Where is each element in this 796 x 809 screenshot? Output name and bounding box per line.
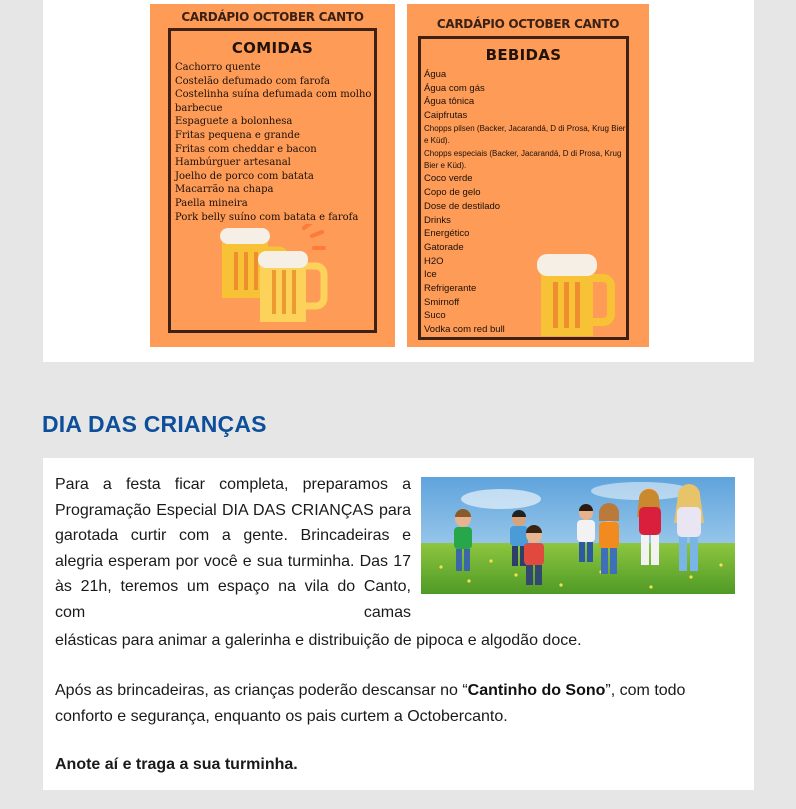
food-item: Pork belly suíno com batata e farofa [175, 211, 359, 223]
food-item: Cachorro quente [175, 62, 261, 73]
rest-corner-text-before: Após as brincadeiras, as crianças poderão descansar no “ [55, 682, 468, 699]
food-item: Costelão defumado com farofa [175, 75, 331, 87]
menu-card-container [43, 0, 754, 362]
drink-item: Copo de gelo [424, 187, 481, 199]
drink-item: Dose de destilado [424, 200, 501, 212]
drink-item: Suco [424, 310, 446, 322]
drink-item: Água tônica [424, 96, 475, 108]
drink-item: Água [424, 69, 447, 80]
rest-corner-name: Cantinho do Sono [467, 682, 606, 699]
drink-item: Smirnoff [424, 296, 460, 308]
drink-item: Vodka com red bull [424, 324, 505, 336]
food-menu-brand: CARDÁPIO OCTOBER CANTO [181, 10, 364, 24]
beer-mugs-icon [220, 224, 330, 329]
drink-item: Água com gás [424, 82, 485, 94]
section-title: DIA DAS CRIANÇAS [42, 411, 267, 437]
drinks-menu-heading: BEBIDAS [485, 46, 562, 64]
children-playing-photo [421, 477, 735, 594]
drink-item: Energético [424, 228, 470, 240]
food-menu-image [150, 4, 395, 347]
drink-item: Refrigerante [424, 283, 477, 295]
drink-item: Drinks [424, 214, 451, 226]
food-item: Costelinha suína defumada com molho barbecue [175, 89, 372, 114]
kids-day-card [43, 458, 754, 790]
drink-item: Ice [424, 269, 437, 281]
call-to-action: Anote aí e traga a sua turminha. [55, 756, 298, 773]
drink-item: Gatorade [424, 241, 464, 253]
food-list [175, 61, 374, 224]
intro-paragraph-continuation: elásticas para animar a galerinha e distribuição de pipoca e algodão doce. [55, 632, 582, 649]
food-item: Hambúrguer artesanal [175, 157, 291, 169]
food-item: Macarrão na chapa [175, 184, 274, 196]
food-item: Fritas com cheddar e bacon [175, 143, 317, 155]
drink-item: Coco verde [424, 173, 473, 185]
food-item: Fritas pequena e grande [175, 129, 300, 141]
drink-item: H2O [424, 255, 444, 267]
food-item: Espaguete a bolonhesa [175, 116, 293, 128]
rest-corner-paragraph [55, 678, 745, 729]
drink-item: Chopps especiais (Backer, Jacarandá, D di Prosa, Krug Bier e Küd). [424, 148, 622, 171]
rest-corner-text-after: ”, com todo conforto e segurança, enquanto os pais curtem a Octobercanto. [55, 682, 686, 725]
drink-item: Caipfrutas [424, 110, 468, 122]
food-item: Paella mineira [175, 197, 248, 209]
food-menu-heading: COMIDAS [231, 39, 314, 57]
drink-item: Chopps pilsen (Backer, Jacarandá, D di Prosa, Krug Bier e Küd). [424, 123, 626, 146]
drinks-menu-brand: CARDÁPIO OCTOBER CANTO [436, 17, 620, 31]
drinks-menu-image [407, 4, 649, 347]
intro-paragraph: Para a festa ficar completa, preparamos a Programação Especial DIA DAS CRIANÇAS para garotada curtir com a gente. Brincadeiras e alegria esperam por você e sua turminha. Das 17 às 21h, teremos um espaço na vila do Canto, com camas [55, 476, 411, 621]
food-item: Joelho de porco com batata [175, 170, 314, 182]
beer-mug-icon [535, 250, 619, 340]
